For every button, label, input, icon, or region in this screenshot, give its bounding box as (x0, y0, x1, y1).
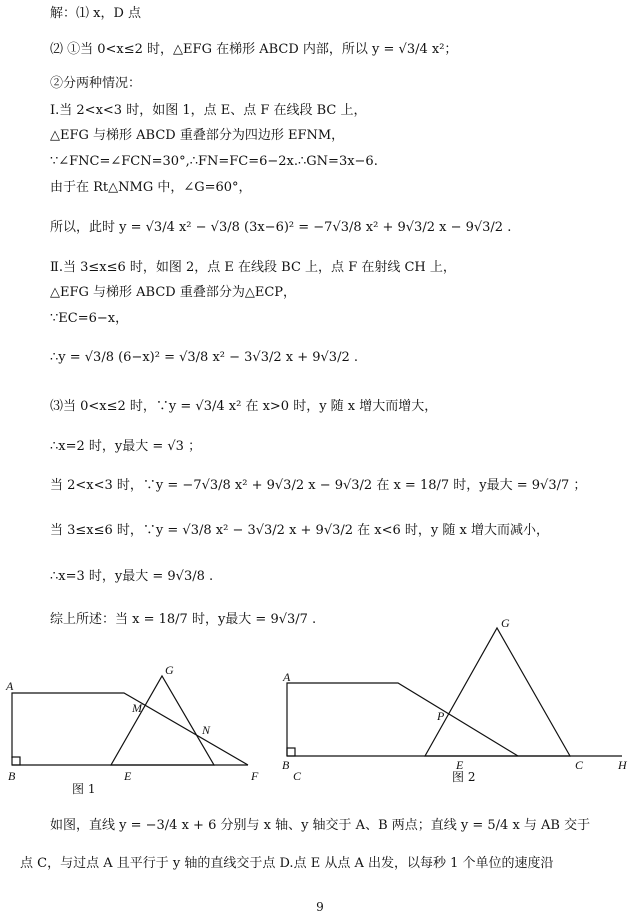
label-h-fig2: H (618, 758, 627, 772)
label-c-fig2: C (575, 758, 584, 772)
solution-line-7: 由于在 Rt△NMG 中，∠G=60°， (50, 180, 252, 195)
label-e-fig2: E (456, 758, 464, 772)
solution-line-2: ⑵ ①当 0<x≤2 时，△EFG 在梯形 ABCD 内部，所以 y = √3/4 x²； (50, 42, 458, 57)
label-a-fig1: A (6, 679, 14, 693)
label-m-fig1: M (132, 701, 142, 715)
page-number: 9 (316, 900, 324, 914)
figure-2-drawing (287, 628, 622, 756)
trapezoid-abcd-fig1 (12, 693, 248, 765)
solution-line-8: 所以，此时 y = √3/4 x² − √3/8 (3x−6)² = −7√3/8 x² + 9√3/2 x − 9√3/2 . (50, 220, 512, 235)
label-b-fig2: B (282, 758, 290, 772)
right-angle-mark-fig2 (287, 748, 295, 756)
solution-line-15: 当 2<x<3 时，∵y = −7√3/8 x² + 9√3/2 x − 9√3/2 在 x = 18/7 时，y最大 = 9√3/7 ； (50, 478, 587, 493)
figure-2-caption: 图 2 (452, 770, 476, 784)
figure-1-drawing (12, 676, 248, 765)
label-n-fig1: N (202, 723, 211, 737)
label-c-fig2-left: C (293, 769, 302, 783)
triangle-efg-fig2 (425, 628, 570, 756)
solution-line-18: 综上所述：当 x = 18/7 时，y最大 = 9√3/7 . (50, 612, 317, 627)
solution-line-11: ∵EC=6−x， (50, 311, 129, 326)
solution-line-17: ∴x=3 时，y最大 = 9√3/8 . (50, 569, 214, 584)
problem-line-1: 如图，直线 y = −3/4 x + 6 分别与 x 轴、y 轴交于 A、B 两点；直线 y = 5/4 x 与 AB 交于 (50, 818, 591, 833)
label-b-fig1: B (8, 769, 16, 783)
label-g-fig1: G (165, 663, 174, 677)
solution-line-6: ∵∠FNC=∠FCN=30°,∴FN=FC=6−2x.∴GN=3x−6. (50, 154, 378, 169)
solution-line-12: ∴y = √3/8 (6−x)² = √3/8 x² − 3√3/2 x + 9√3/2 . (50, 350, 358, 365)
label-g-fig2: G (501, 616, 510, 630)
solution-line-9: Ⅱ.当 3≤x≤6 时，如图 2，点 E 在线段 BC 上，点 F 在射线 CH 上， (50, 260, 456, 275)
right-angle-mark-fig1 (12, 757, 20, 765)
solution-line-10: △EFG 与梯形 ABCD 重叠部分为△ECP， (50, 285, 297, 300)
solution-line-5: △EFG 与梯形 ABCD 重叠部分为四边形 EFNM， (50, 128, 345, 143)
solution-line-16: 当 3≤x≤6 时，∵y = √3/8 x² − 3√3/2 x + 9√3/2 在 x<6 时，y 随 x 增大而减小， (50, 523, 550, 538)
solution-line-13: ⑶当 0<x≤2 时，∵y = √3/4 x² 在 x>0 时，y 随 x 增大而增大， (50, 399, 438, 414)
solution-line-14: ∴x=2 时，y最大 = √3 ； (50, 439, 202, 454)
solution-line-4: Ⅰ.当 2<x<3 时，如图 1，点 E、点 F 在线段 BC 上， (50, 103, 367, 118)
triangle-efg-fig1 (111, 676, 214, 765)
figure-1-caption: 图 1 (72, 782, 96, 796)
label-e-fig1: E (124, 769, 132, 783)
trapezoid-abcd-fig2 (287, 683, 518, 756)
problem-line-2: 点 C，与过点 A 且平行于 y 轴的直线交于点 D.点 E 从点 A 出发，以每秒 1 个单位的速度沿 (20, 856, 554, 871)
label-p-fig2: P (437, 709, 445, 723)
label-a-fig2: A (283, 670, 291, 684)
solution-line-3: ②分两种情况： (50, 76, 142, 91)
solution-line-1: 解：⑴ x，D 点 (50, 6, 142, 21)
label-f-fig1: F (251, 769, 259, 783)
